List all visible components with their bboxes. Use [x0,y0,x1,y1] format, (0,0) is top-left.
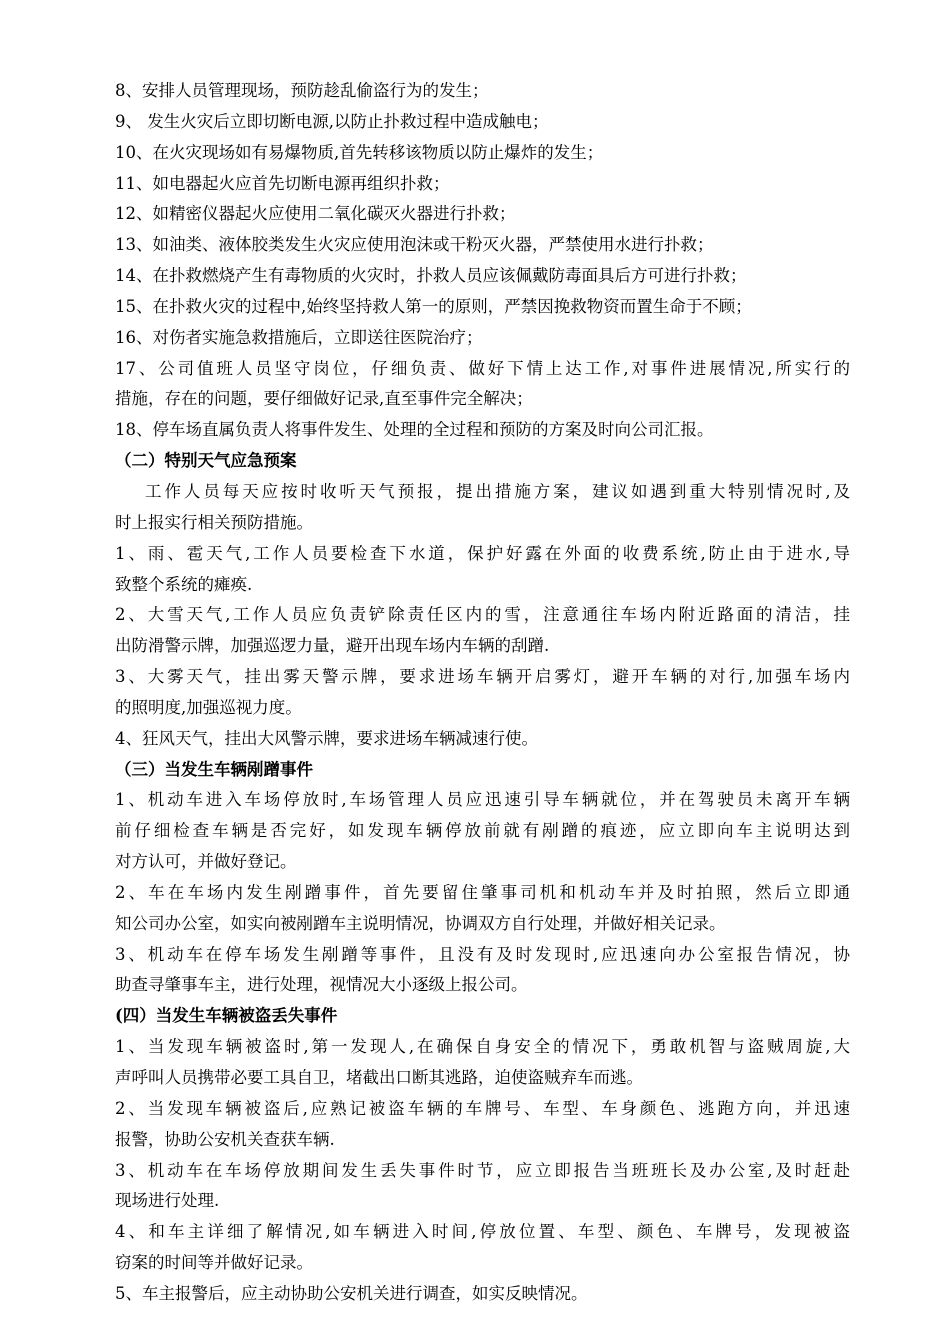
text-line: 12、如精密仪器起火应使用二氧化碳灭火器进行扑救； [115,204,516,224]
text-line: 4、狂风天气，挂出大风警示牌，要求进场车辆减速行使。 [115,728,538,748]
text-line: 前仔细检查车辆是否完好，如发现车辆停放前就有剐蹭的痕迹，应立即向车主说明达到 [115,821,850,841]
text-line: 1、当发现车辆被盗时,第一发现人,在确保自身安全的情况下，勇敢机智与盗贼周旋,大 [115,1037,850,1057]
text-line: 1、雨、雹天气,工作人员要检查下水道，保护好露在外面的收费系统,防止由于进水,导 [115,543,850,563]
document-page [115,76,850,1310]
text-line: 4、和车主详细了解情况,如车辆进入时间,停放位置、车型、颜色、车牌号，发现被盗 [115,1222,850,1242]
text-line: 的照明度,加强巡视力度。 [115,697,302,717]
text-line: 15、在扑救火灾的过程中,始终坚持救人第一的原则，严禁因挽救物资而置生命于不顾； [115,296,752,316]
text-line: 16、对伤者实施急救措施后，立即送往医院治疗； [115,327,483,347]
text-line: 致整个系统的瘫痪. [115,574,253,594]
text-line: 现场进行处理. [115,1191,220,1211]
text-line: 2、当发现车辆被盗后,应熟记被盗车辆的车牌号、车型、车身颜色、逃跑方向，并迅速 [115,1098,850,1118]
text-line: 声呼叫人员携带必要工具自卫，堵截出口断其逃路，迫使盗贼弃车而逃。 [115,1068,643,1087]
text-line: 9、 发生火灾后立即切断电源,以防止扑救过程中造成触电； [115,111,549,131]
text-line: 助查寻肇事车主，进行处理，视情况大小逐级上报公司。 [115,975,528,995]
text-line: 18、停车场直属负责人将事件发生、处理的全过程和预防的方案及时向公司汇报。 [115,420,714,440]
text-line: 13、如油类、液体胶类发生火灾应使用泡沫或干粉灭火器，严禁使用水进行扑救； [115,235,714,255]
text-line: 工作人员每天应按时收听天气预报，提出措施方案，建议如遇到重大特别情况时,及 [145,481,850,501]
text-line: 2、大雪天气,工作人员应负责铲除责任区内的雪，注意通往车场内附近路面的清洁，挂 [115,605,850,625]
text-line: 11、如电器起火应首先切断电源再组织扑救； [115,173,450,193]
text-line: 1、机动车进入车场停放时,车场管理人员应迅速引导车辆就位，并在驾驶员未离开车辆 [115,790,850,810]
text-line: 对方认可，并做好登记。 [115,852,297,872]
text-line: 出防滑警示牌，加强巡逻力量，避开出现车场内车辆的刮蹭. [115,636,550,656]
text-line: 10、在火灾现场如有易爆物质,首先转移该物质以防止爆炸的发生； [115,142,604,162]
text-line: 措施，存在的问题，要仔细做好记录,直至事件完全解决； [115,389,533,409]
text-line: 窃案的时间等并做好记录。 [115,1253,313,1273]
text-line: 17、公司值班人员坚守岗位，仔细负责、做好下情上达工作,对事件进展情况,所实行的 [115,358,850,378]
text-line: 14、在扑救燃烧产生有毒物质的火灾时，扑救人员应该佩戴防毒面具后方可进行扑救； [115,266,747,286]
text-line: 3、机动车在车场停放期间发生丢失事件时节，应立即报告当班班长及办公室,及时赶赴 [115,1160,850,1180]
text-line: 3、机动车在停车场发生剐蹭等事件，且没有及时发现时,应迅速向办公室报告情况，协 [115,944,850,964]
text-line: 5、车主报警后，应主动协助公安机关进行调查，如实反映情况。 [115,1283,588,1303]
section-heading: （二）特别天气应急预案 [115,451,297,471]
text-line: 3、大雾天气，挂出雾天警示牌，要求进场车辆开启雾灯，避开车辆的对行,加强车场内 [115,667,850,687]
text-line: 2、车在车场内发生剐蹭事件，首先要留住肇事司机和机动车并及时拍照，然后立即通 [115,882,850,902]
section-heading: (四）当发生车辆被盗丢失事件 [115,1006,338,1026]
text-line: 知公司办公室，如实向被剐蹭车主说明情况，协调双方自行处理，并做好相关记录。 [115,913,726,933]
text-line: 时上报实行相关预防措施。 [115,512,313,532]
text-line: 报警，协助公安机关查获车辆. [115,1129,335,1149]
text-line: 8、安排人员管理现场，预防趁乱偷盗行为的发生； [115,81,489,100]
section-heading: （三）当发生车辆剐蹭事件 [115,759,313,779]
